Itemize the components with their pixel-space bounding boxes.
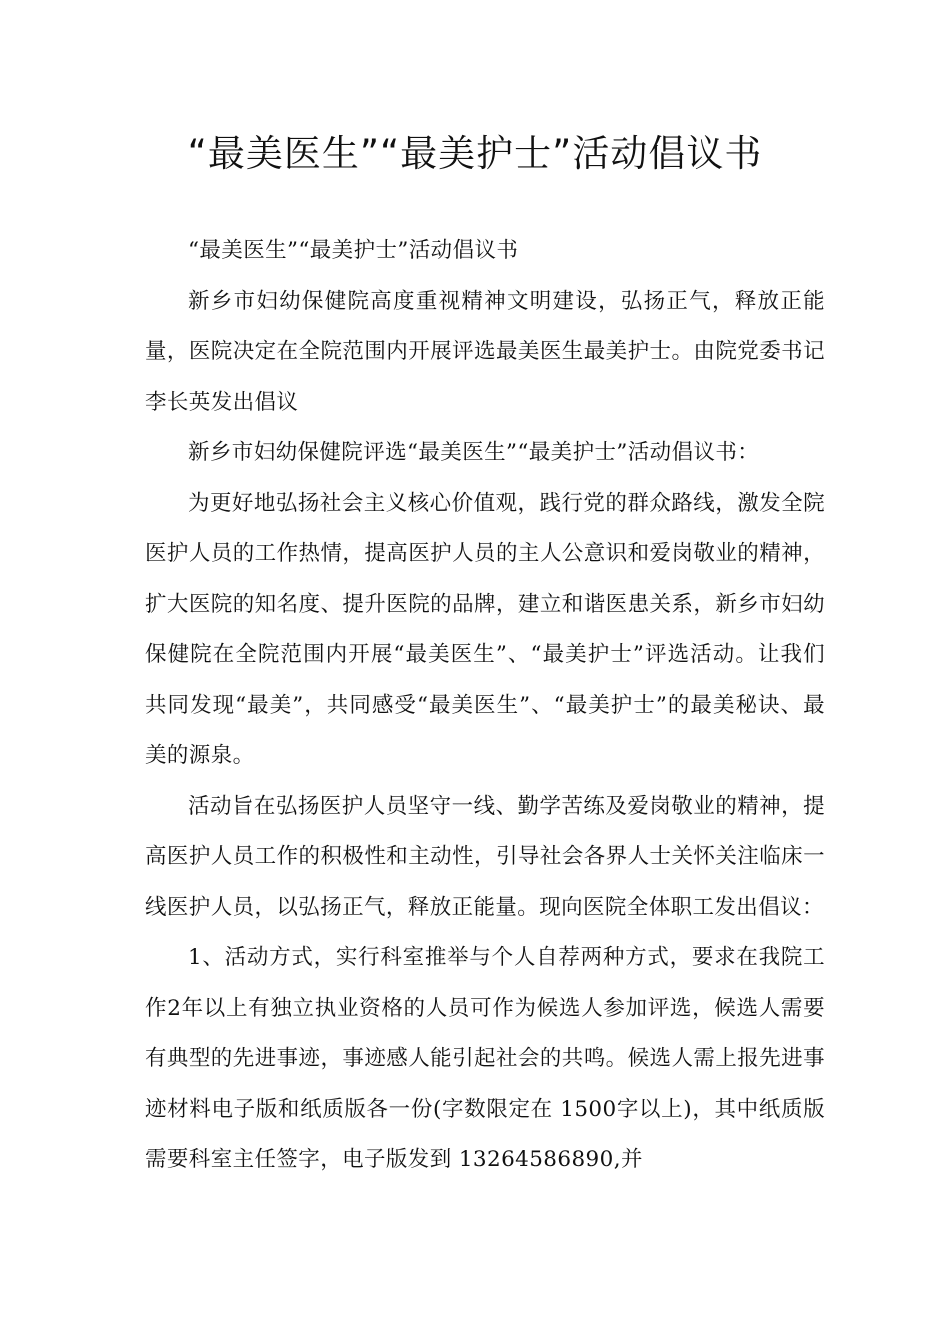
paragraph-intro: 新乡市妇幼保健院高度重视精神文明建设，弘扬正气，释放正能量，医院决定在全院范围内开展评选最美医生最美护士。由院党委书记李长英发出倡议 xyxy=(145,288,825,415)
paragraph-purpose: 为更好地弘扬社会主义核心价值观，践行党的群众路线，激发全院医护人员的工作热情，提高医护人员的主人公意识和爱岗敬业的精神，扩大医院的知名度、提升医院的品牌，建立和谐医患关系，新乡市妇幼保健院在全院范围内开展“最美医生”、“最美护士”评选活动。让我们共同发现“最美”，共同感受“最美医生”、“最美护士”的最美秘诀、最美的源泉。 xyxy=(145,490,825,768)
document-title: “最美医生”“最美护士”活动倡议书 xyxy=(187,132,763,175)
paragraph-proposal-heading: 新乡市妇幼保健院评选“最美医生”“最美护士”活动倡议书： xyxy=(188,440,760,465)
paragraph-repeat-title: “最美医生”“最美护士”活动倡议书 xyxy=(188,238,519,263)
paragraph-aim: 活动旨在弘扬医护人员坚守一线、勤学苦练及爱岗敬业的精神，提高医护人员工作的积极性和主动性，引导社会各界人士关怀关注临床一线医护人员，以弘扬正气，释放正能量。现向医院全体职工发出倡议： xyxy=(145,793,825,920)
paragraph-activity-method: 1、活动方式，实行科室推举与个人自荐两种方式，要求在我院工作2年以上有独立执业资格的人员可作为候选人参加评选，候选人需要有典型的先进事迹，事迹感人能引起社会的共鸣。候选人需上报先进事迹材料电子版和纸质版各一份(字数限定在 1500字以上)，其中纸质版需要科室主任签字，电子版发到 13264586890,并 xyxy=(145,945,825,1172)
document-body xyxy=(145,226,825,1186)
